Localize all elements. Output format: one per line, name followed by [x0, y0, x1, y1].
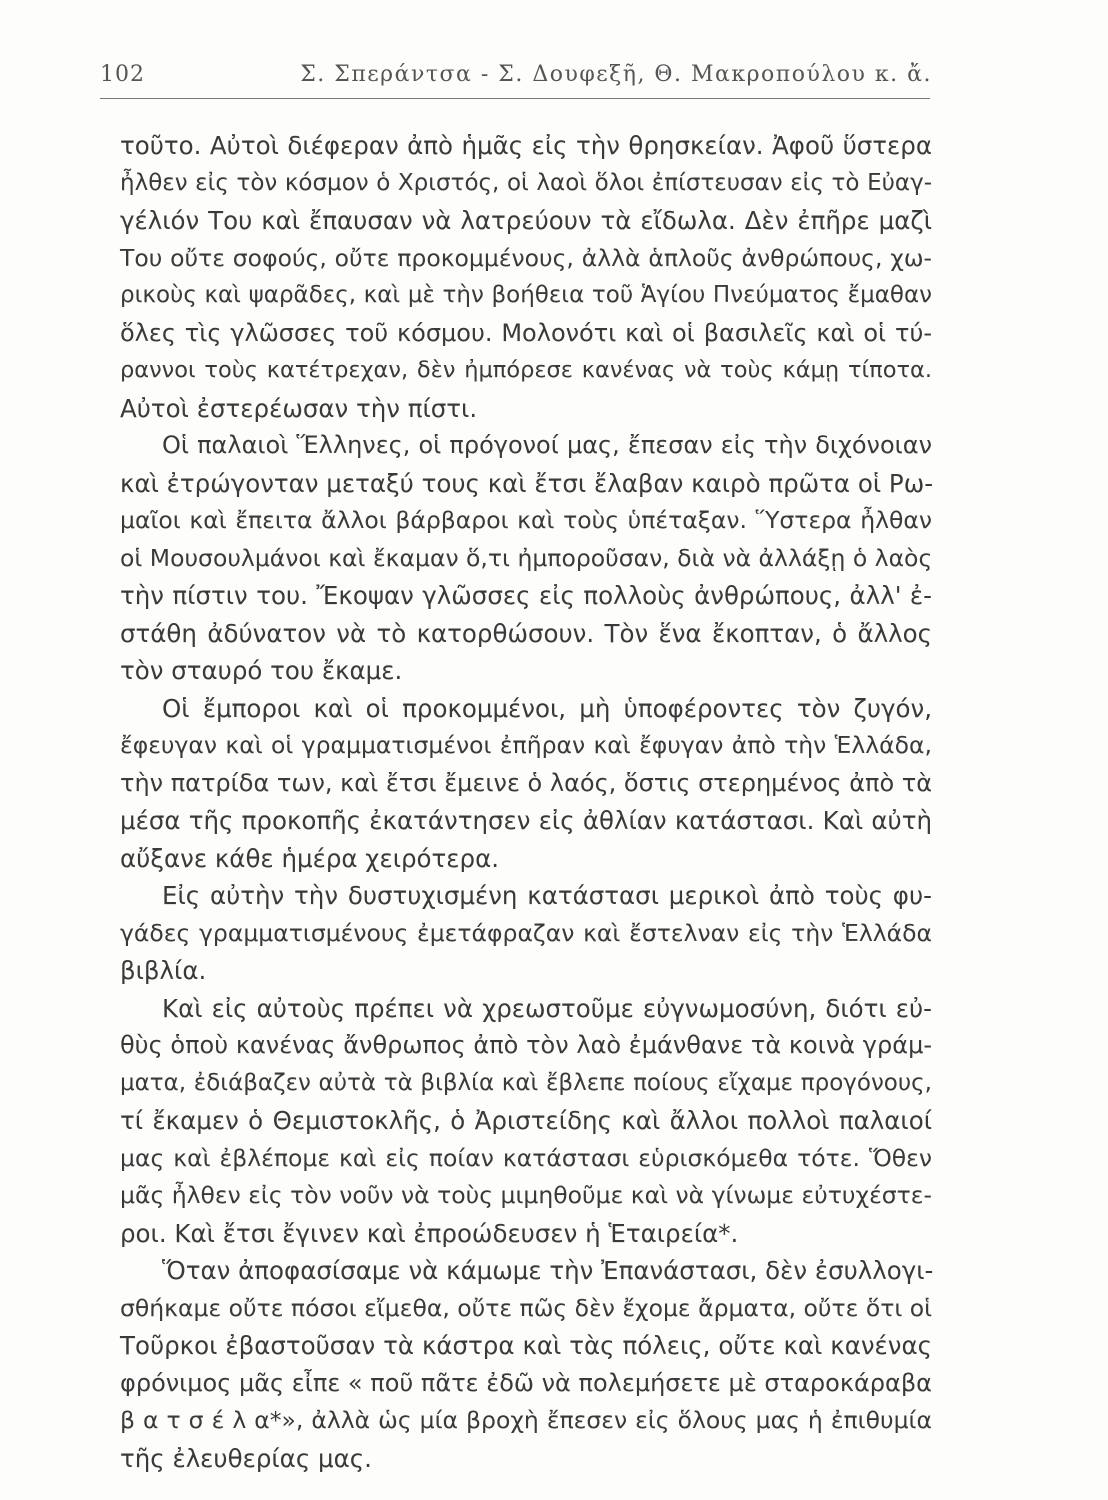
text-line: Αὐτοὶ ἐστερέωσαν τὴν πίστι. [120, 393, 478, 423]
text-line: φρόνιμος μᾶς εἶπε « ποῦ πᾶτε ἐδῶ νὰ πολεμήσετε μὲ σταροκάραβα [120, 1368, 932, 1397]
text-line: β α τ σ έ λ α*», ἀλλὰ ὡς μία βροχὴ ἔπεσεν εἰς ὅλους μας ἡ ἐπιθυμία [120, 1406, 932, 1434]
text-line: τὸν σταυρό του ἔκαμε. [120, 656, 403, 685]
body-text [120, 127, 932, 1477]
running-head [100, 62, 932, 94]
text-line: Ὅταν ἀποφασίσαμε νὰ κάμωμε τὴν Ἐπανάστασι, δὲν ἐσυλλογι- [162, 1256, 934, 1285]
text-line: τί ἔκαμεν ὁ Θεμιστοκλῆς, ὁ Ἀριστείδης καὶ ἄλλοι πολλοὶ παλαιοί [120, 1106, 932, 1135]
text-line: σθήκαμε οὔτε πόσοι εἴμεθα, οὔτε πῶς δὲν ἔχομε ἄρματα, οὔτε ὅτι οἱ [120, 1293, 933, 1322]
text-line: γέλιόν Του καὶ ἔπαυσαν νὰ λατρεύουν τὰ εἴδωλα. Δὲν ἐπῆρε μαζὶ [120, 206, 932, 235]
text-line: ὅλες τὶς γλῶσσες τοῦ κόσμου. Μολονότι καὶ οἱ βασιλεῖς καὶ οἱ τύ- [120, 318, 932, 347]
text-line: Οἱ παλαιοὶ Ἕλληνες, οἱ πρόγονοί μας, ἔπεσαν εἰς τὴν διχόνοιαν [162, 431, 932, 459]
page-number: 102 [100, 62, 145, 87]
text-line: μας καὶ ἐβλέπομε καὶ εἰς ποίαν κατάστασι εὑρισκόμεθα τότε. Ὅθεν [120, 1143, 932, 1172]
text-line: μαῖοι καὶ ἔπειτα ἄλλοι βάρβαροι καὶ τοὺς ὑπέταξαν. Ὕστερα ἦλθαν [120, 506, 932, 534]
text-line: τὴν πίστιν του. Ἔκοψαν γλῶσσες εἰς πολλοὺς ἀνθρώπους, ἀλλ' ἐ- [120, 581, 932, 610]
text-line: Τοῦρκοι ἐβαστοῦσαν τὰ κάστρα καὶ τὰς πόλεις, οὔτε καὶ κανένας [120, 1331, 932, 1360]
text-line: ματα, ἐδιάβαζεν αὐτὰ τὰ βιβλία καὶ ἔβλεπε ποίους εἴχαμε προγόνους, [120, 1069, 932, 1096]
text-line: ραννοι τοὺς κατέτρεχαν, δὲν ἠμπόρεσε κανένας νὰ τοὺς κάμῃ τίποτα. [120, 357, 932, 383]
text-line: γάδες γραμματισμένους ἐμετάφραζαν καὶ ἔστελναν εἰς τὴν Ἑλλάδα [120, 918, 932, 947]
text-line: τὴν πατρίδα των, καὶ ἔτσι ἔμεινε ὁ λαός, ὅστις στερημένος ἀπὸ τὰ [120, 768, 933, 797]
text-line: καὶ ἐτρώγοντα​ν μεταξύ τους καὶ ἔτσι ἔλαβαν καιρὸ πρῶτα οἱ Ρω- [120, 468, 934, 498]
header-divider [100, 98, 930, 99]
text-line: Εἰς αὐτὴν τὴν δυστυχισμένη κατάστασι μερικοὶ ἀπὸ τοὺς φυ- [162, 881, 932, 910]
text-line: μέσα τῆς προκοπῆς ἐκατάντησεν εἰς ἀθλίαν κατάστασι. Καὶ αὐτὴ [120, 806, 932, 835]
running-head-title: Σ. Σπεράντσα - Σ. Δουφεξῆ, Θ. Μακροπούλου κ. ἄ. [300, 62, 932, 87]
text-line: ρικοὺς καὶ ψαρᾶδες, καὶ μὲ τὴν βοήθεια τοῦ Ἁγίου Πνεύματος ἔμαθαν [120, 282, 932, 308]
text-line: Οἱ ἔμποροι καὶ οἱ προκομμένοι, μὴ ὑποφέροντες τὸν ζυγόν, [162, 693, 932, 723]
text-line: αὔξανε κάθε ἡμέρα χειρότερα. [120, 843, 500, 873]
text-line: βιβλία. [120, 956, 207, 985]
text-line: στάθη ἀδύνατον νὰ τὸ κατορθώσουν. Τὸν ἕνα ἔκοπταν, ὁ ἄλλος [120, 618, 932, 648]
text-line: μᾶς ἦλθεν εἰς τὸν νοῦν νὰ τοὺς μιμηθοῦμε καὶ νὰ γίνωμε εὐτυχέστε- [120, 1181, 932, 1209]
text-line: οἱ Μουσουλμάνοι καὶ ἔκαμαν ὅ,τι ἠμποροῦσαν, διὰ νὰ ἀλλάξῃ ὁ λαὸς [120, 543, 933, 572]
text-line: θὺς ὁποὺ κανένας ἄνθρωπος ἀπὸ τὸν λαὸ ἐμάνθανε τὰ κοινὰ γράμ- [120, 1031, 932, 1059]
text-line: Καὶ εἰς αὐτοὺς πρέπει νὰ χρεωστοῦμε εὐγνωμοσύνη, διότι εὐ- [162, 993, 932, 1023]
text-line: Του οὔτε σοφούς, οὔτε προκομμένους, ἀλλὰ ἁπλοῦς ἀνθρώπους, χω- [120, 243, 932, 272]
text-line: τῆς ἐλευθερίας μας. [120, 1443, 372, 1473]
text-line: ἔφευγαν καὶ οἱ γραμματισμένοι ἐπῆραν καὶ ἔφυγαν ἀπὸ τὴν Ἑλλάδα, [120, 731, 932, 759]
text-line: ροι. Καὶ ἔτσι ἔγινεν καὶ ἐπροώδευσεν ἡ Ἑταιρεία*. [120, 1218, 739, 1248]
text-line: τοῦτο. Αὐτοὶ διέφεραν ἀπὸ ἡμᾶς εἰς τὴν θρησκείαν. Ἀφοῦ ὕστερα [120, 131, 932, 160]
text-line: ἦλθεν εἰς τὸν κόσμον ὁ Χριστός, οἱ λαοὶ ὅλοι ἐπίστευσαν εἰς τὸ Εὐαγ- [120, 169, 932, 196]
